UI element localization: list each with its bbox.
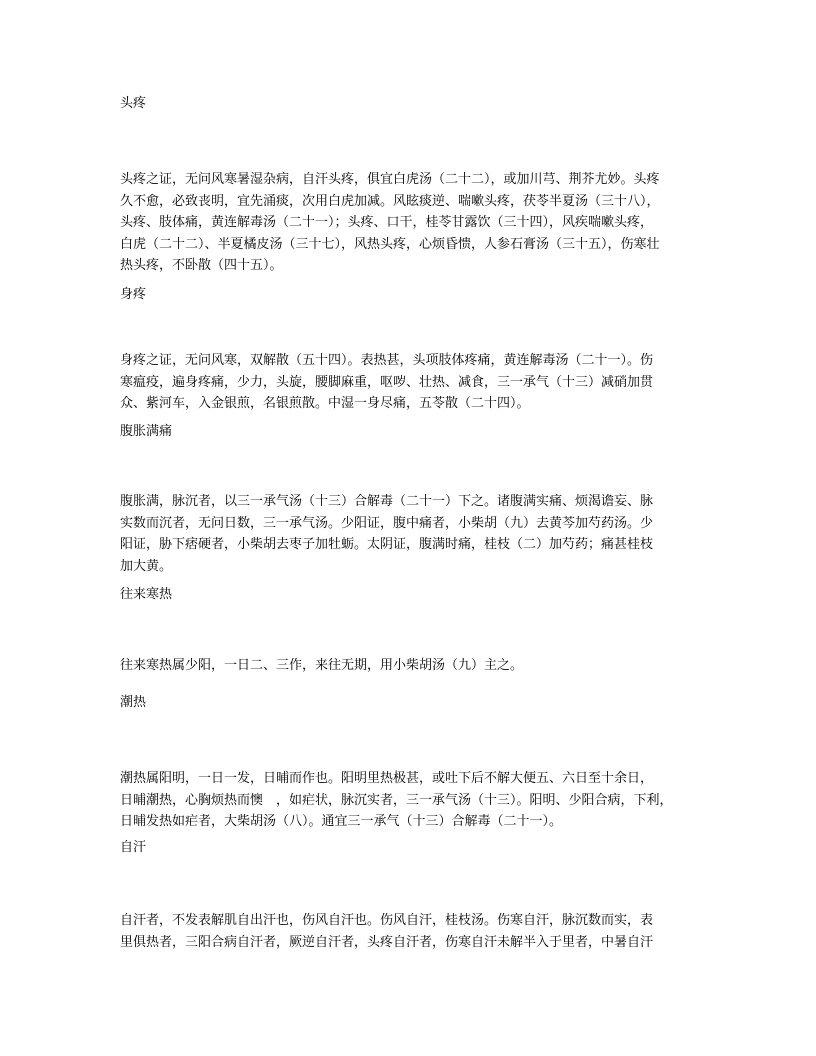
- text-line: 实数而沉者，无问日数，三一承气汤。少阳证，腹中痛者，小柴胡（九）去黄芩加芍药汤。少: [120, 515, 654, 531]
- text-line: 头疼、肢体痛，黄连解毒汤（二十一）；头疼、口干，桂苓甘露饮（三十四），风疾喘嗽头疼，: [120, 215, 654, 231]
- text-line: 众、紫河车，入金银煎，名银煎散。中湿一身尽痛，五苓散（二十四）。: [120, 396, 530, 412]
- text-line: 白虎（二十二）、半夏橘皮汤（三十七），风热头疼，心烦昏愦，人参石膏汤（三十五），伤寒壮: [120, 236, 660, 252]
- text-line: 日晡发热如疟者，大柴胡汤（八）。通宜三一承气（十三）合解毒（二十一）。: [120, 814, 563, 830]
- text-line: 里俱热者，三阳合病自汗者，厥逆自汗者，头疼自汗者，伤寒自汗未解半入于里者，中暑自汗: [120, 934, 654, 950]
- section-body-spontaneous-sweating: [120, 910, 700, 953]
- text-line: 加大黄。: [120, 558, 173, 574]
- section-body-alternating-chills-fever: [120, 655, 700, 677]
- section-body-abdominal-distension: [120, 491, 700, 577]
- text-line: 久不愈，必致丧明，宜先涌痰，次用白虎加减。风眩痰逆、喘嗽头疼，茯苓半夏汤（三十八），: [120, 193, 660, 209]
- text-line: 阳证，胁下痞硬者，小柴胡去枣子加牡蛎。太阴证，腹满时痛，桂枝（二）加芍药；痛甚桂枝: [120, 537, 654, 553]
- section-heading-alternating-chills-fever: 往来寒热: [120, 587, 173, 602]
- section-body-headache: [120, 169, 700, 277]
- text-line: 腹胀满，脉沉者，以三一承气汤（十三）合解毒（二十一）下之。诸腹满实痛、烦渴谵妄、脉: [120, 494, 654, 509]
- text-line: 热头疼，不卧散（四十五）。: [120, 258, 283, 274]
- text-line: 寒瘟疫，遍身疼痛，少力，头旋，腰脚麻重，呕哕、壮热、减食，三一承气（十三）减硝加贯: [120, 374, 654, 390]
- section-heading-body-pain: 身疼: [120, 287, 147, 302]
- text-line: 身疼之证，无问风寒，双解散（五十四）。表热甚，头项肢体疼痛，黄连解毒汤（二十一）。伤: [120, 353, 654, 368]
- text-line: 头疼之证，无问风寒暑湿杂病，自汗头疼，俱宜白虎汤（二十二），或加川芎、荆芥尤妙。头疼: [120, 172, 660, 187]
- section-heading-tidal-fever: 潮热: [120, 695, 147, 710]
- text-line: 日晡潮热，心胸烦热而懊 ，如疟状，脉沉实者，三一承气汤（十三）。阳明、少阳合病，下利，: [120, 792, 673, 808]
- section-heading-spontaneous-sweating: 自汗: [120, 840, 147, 855]
- text-line: 往来寒热属少阳，一日二、三作，来往无期，用小柴胡汤（九）主之。: [120, 658, 524, 673]
- section-body-tidal-fever: [120, 768, 700, 833]
- section-heading-headache: 头疼: [120, 96, 147, 111]
- text-line: 自汗者，不发表解肌自出汗也，伤风自汗也。伤风自汗，桂枝汤。伤寒自汗，脉沉数而实，表: [120, 913, 654, 928]
- section-heading-abdominal-distension: 腹胀满痛: [120, 424, 173, 439]
- text-line: 潮热属阳明，一日一发，日晡而作也。阳明里热极甚，或吐下后不解大便五、六日至十余日，: [120, 771, 654, 786]
- section-body-body-pain: [120, 350, 700, 415]
